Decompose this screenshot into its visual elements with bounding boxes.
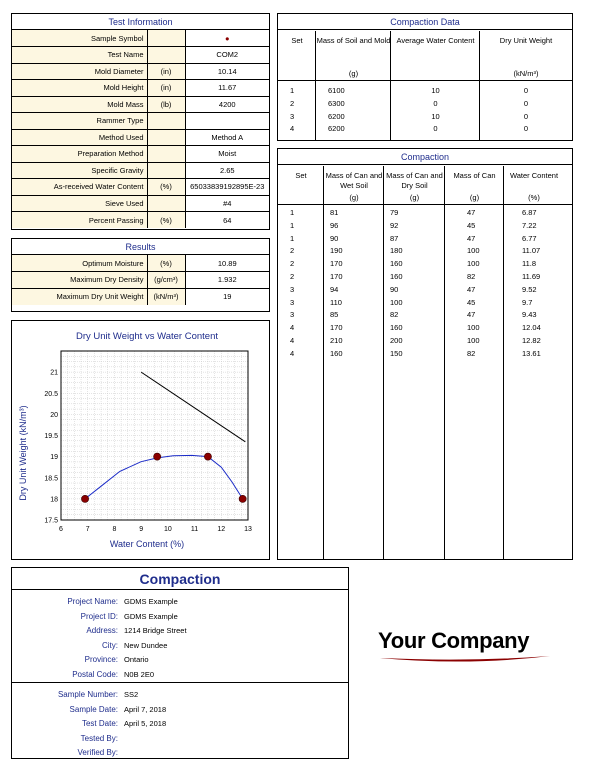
project-label: Address: (86, 626, 118, 636)
compaction-data-title: Compaction Data (278, 14, 572, 30)
compaction-cell: 170 (330, 259, 343, 269)
results-title: Results (12, 239, 269, 255)
compaction-data-cell: 3 (290, 111, 295, 121)
test-info-unit: (in) (147, 80, 185, 97)
test-info-unit (147, 195, 185, 212)
test-info-unit (147, 146, 185, 163)
test-info-label: Sieve Used (12, 195, 147, 212)
compaction-cell: 9.52 (522, 284, 537, 294)
compaction-cell: 82 (467, 271, 476, 281)
compaction-header: Set (295, 171, 307, 180)
test-info-value (185, 113, 269, 130)
chart-grid (61, 351, 248, 520)
compaction-cell: 170 (330, 323, 343, 333)
sample-row (12, 745, 348, 760)
results-value: 19 (185, 288, 269, 305)
compaction-cell: 81 (330, 208, 339, 217)
logo-swoosh (378, 652, 553, 666)
compaction-cell: 100 (467, 335, 480, 345)
compaction-cell: 3 (290, 284, 295, 294)
company-logo-text: Your Company (378, 628, 530, 653)
project-row (12, 594, 348, 609)
compaction-cell: 3 (290, 297, 295, 307)
test-info-unit: (%) (147, 212, 185, 229)
y-tick-label: 20.5 (44, 390, 58, 398)
compaction-data-cell: 6100 (328, 86, 345, 95)
results-row (12, 272, 269, 289)
compaction-cell: 11.69 (522, 271, 541, 281)
compaction-cell: 2 (290, 271, 295, 281)
compaction-data-row (278, 111, 572, 124)
compaction-cell: 87 (390, 233, 399, 243)
test-info-value: Method A (185, 129, 269, 146)
x-tick-label: 6 (59, 526, 63, 533)
test-info-unit (147, 47, 185, 64)
compaction-cell: 1 (290, 208, 295, 217)
compaction-table (278, 166, 572, 559)
compaction-cell: 90 (390, 284, 399, 294)
test-info-row (12, 162, 269, 179)
project-row (12, 609, 348, 624)
compaction-cell: 160 (330, 348, 343, 358)
test-info-unit: (in) (147, 63, 185, 80)
sample-label: Verified By: (77, 748, 118, 758)
results-label: Optimum Moisture (12, 255, 147, 272)
sample-row (12, 687, 348, 702)
compaction-header-unit: (g) (469, 193, 480, 202)
compaction-header-unit: (%) (528, 193, 540, 202)
test-info-unit (147, 113, 185, 130)
project-row (12, 623, 348, 638)
project-label: Postal Code: (72, 670, 118, 679)
y-tick-label: 17.5 (44, 517, 58, 525)
compaction-data-row (278, 85, 572, 98)
compaction-cell: 160 (390, 271, 403, 281)
y-tick-label: 20 (50, 411, 58, 419)
compaction-cell: 190 (330, 246, 343, 256)
project-value: New Dundee (124, 640, 168, 650)
compaction-row (278, 297, 572, 310)
project-row (12, 667, 348, 682)
compaction-data-header: Dry Unit Weight (499, 36, 553, 45)
compaction-cell: 11.8 (522, 259, 537, 269)
compaction-header: Mass of Can and Wet Soil (325, 171, 383, 190)
compaction-row (278, 284, 572, 297)
compaction-cell: 7.22 (522, 220, 537, 230)
compaction-cell: 45 (467, 220, 476, 230)
sample-row (12, 716, 348, 731)
compaction-title: Compaction (278, 149, 572, 165)
project-row (12, 638, 348, 653)
project-label: City: (102, 640, 118, 650)
data-point (239, 495, 246, 502)
results-unit: (kN/m³) (147, 288, 185, 305)
project-row (12, 652, 348, 667)
compaction-data-cell: 0 (523, 111, 529, 121)
compaction-cell: 160 (390, 259, 403, 269)
chart-panel (11, 320, 270, 560)
test-info-row (12, 195, 269, 212)
compaction-data-cell: 0 (523, 86, 529, 95)
compaction-cell: 12.82 (522, 335, 541, 345)
compaction-data-cell: 2 (290, 98, 295, 108)
compaction-data-header-unit: (g) (348, 69, 359, 78)
chart-x-axis-label: Water Content (%) (109, 539, 185, 549)
sample-row (12, 702, 348, 717)
compaction-cell: 90 (330, 233, 339, 243)
x-tick-label: 13 (244, 526, 252, 533)
test-info-unit (147, 162, 185, 179)
compaction-cell: 6.87 (522, 208, 537, 217)
compaction-data-cell: 4 (290, 124, 295, 134)
compaction-row (278, 220, 572, 233)
sample-label: Tested By: (80, 733, 118, 743)
compaction-cell: 210 (330, 335, 343, 345)
test-info-unit: (%) (147, 179, 185, 196)
test-info-unit (147, 129, 185, 146)
project-label: Project ID: (80, 611, 118, 621)
compaction-cell: 11.07 (522, 246, 541, 256)
compaction-data-row (278, 98, 572, 111)
compaction-cell: 2 (290, 259, 295, 269)
compaction-cell: 79 (390, 208, 399, 217)
results-panel (11, 238, 270, 312)
sample-value: April 5, 2018 (124, 719, 167, 729)
project-report-title: Compaction (12, 568, 348, 590)
compaction-cell: 4 (290, 348, 295, 358)
y-tick-label: 18 (50, 496, 58, 504)
compaction-data-row (278, 123, 572, 136)
sample-value: April 7, 2018 (124, 704, 167, 714)
compaction-cell: 12.04 (522, 323, 541, 333)
results-value: 10.89 (185, 255, 269, 272)
test-information-panel (11, 13, 270, 230)
project-value: GDMS Example (124, 611, 178, 621)
x-tick-label: 11 (190, 526, 199, 533)
x-tick-label: 12 (217, 526, 226, 533)
compaction-row (278, 271, 572, 284)
compaction-cell: 94 (330, 284, 339, 294)
compaction-header: Mass of Can (453, 171, 496, 180)
compaction-cell: 4 (290, 323, 295, 333)
results-table (12, 255, 269, 305)
compaction-data-cell: 6300 (328, 98, 345, 108)
test-info-row (12, 146, 269, 163)
y-tick-label: 21 (50, 369, 58, 377)
test-info-label: Mold Mass (12, 96, 147, 113)
compaction-data-header: Set (291, 36, 303, 45)
compaction-cell: 47 (467, 208, 476, 217)
compaction-cell: 82 (467, 348, 476, 358)
test-info-row (12, 113, 269, 130)
compaction-cell: 47 (467, 310, 476, 320)
compaction-data-cell: 6200 (328, 111, 345, 121)
test-info-value: Moist (185, 146, 269, 163)
compaction-cell: 100 (467, 246, 480, 256)
sample-details (12, 684, 348, 759)
compaction-cell: 13.61 (522, 348, 541, 358)
compaction-header: Water Content (509, 171, 559, 180)
compaction-data-cell: 6200 (328, 124, 345, 134)
compaction-row (278, 322, 572, 335)
compaction-cell: 2 (290, 246, 295, 256)
test-info-label: Test Name (12, 47, 147, 64)
test-info-label: Rammer Type (12, 113, 147, 130)
test-info-value: 11.67 (185, 80, 269, 97)
test-info-unit (147, 30, 185, 47)
compaction-data-cell: 0 (433, 98, 438, 108)
test-info-label: Preparation Method (12, 146, 147, 163)
compaction-cell: 47 (467, 284, 476, 294)
test-info-label: As-received Water Content (12, 179, 147, 196)
test-info-label: Specific Gravity (12, 162, 147, 179)
compaction-row (278, 245, 572, 258)
compaction-header-unit: (g) (409, 193, 420, 202)
test-info-row (12, 80, 269, 97)
compaction-data-header: Mass of Soil and Mold (316, 36, 391, 45)
chart-y-axis-label: Dry Unit Weight (kN/m³) (18, 405, 28, 501)
compaction-cell: 96 (330, 220, 339, 230)
compaction-row (278, 309, 572, 322)
results-unit: (%) (147, 255, 185, 272)
compaction-data-header: Average Water Content (396, 36, 475, 45)
test-info-label: Method Used (12, 129, 147, 146)
compaction-data-cell: 0 (523, 98, 529, 108)
y-tick-label: 18.5 (44, 475, 58, 483)
test-info-row (12, 212, 269, 229)
compaction-cell: 47 (467, 233, 476, 243)
sample-value: SS2 (124, 690, 139, 699)
compaction-cell: 4 (290, 335, 295, 345)
test-info-row (12, 129, 269, 146)
test-info-value: 65033839192895E-23 (185, 179, 269, 196)
data-point (204, 453, 211, 460)
compaction-cell: 180 (390, 246, 403, 256)
compaction-cell: 3 (290, 310, 295, 320)
chart-title: Dry Unit Weight vs Water Content (75, 331, 219, 342)
compaction-cell: 170 (330, 271, 343, 281)
company-logo (378, 628, 553, 670)
y-tick-label: 19 (50, 454, 58, 462)
test-information-table (12, 30, 269, 228)
compaction-header: Mass of Can and Dry Soil (386, 171, 443, 190)
x-tick-label: 10 (163, 526, 172, 533)
test-info-value: 10.14 (185, 63, 269, 80)
compaction-cell: 45 (467, 297, 476, 307)
compaction-data-cell: 10 (431, 111, 440, 121)
test-info-label: Mold Height (12, 80, 147, 97)
compaction-cell: 160 (390, 323, 403, 333)
compaction-cell: 82 (390, 310, 399, 320)
test-information-title: Test Information (12, 14, 269, 30)
compaction-cell: 110 (330, 297, 342, 307)
compaction-row (278, 348, 572, 361)
project-info-panel (11, 567, 349, 759)
results-label: Maximum Dry Unit Weight (12, 288, 147, 305)
project-label: Province: (84, 655, 118, 665)
results-value: 1.932 (185, 272, 269, 289)
test-info-label: Sample Symbol (12, 30, 147, 47)
compaction-cell: 85 (330, 310, 339, 320)
compaction-data-cell: 10 (431, 86, 440, 95)
compaction-panel (277, 148, 573, 560)
project-value: 1214 Bridge Street (124, 626, 187, 636)
compaction-row (278, 207, 572, 220)
compaction-data-cell: 0 (433, 124, 438, 134)
project-label: Project Name: (67, 597, 118, 606)
project-value: N0B 2E0 (124, 670, 155, 679)
test-info-label: Percent Passing (12, 212, 147, 229)
test-info-row (12, 30, 269, 47)
test-info-value: #4 (185, 195, 269, 212)
project-details (12, 591, 348, 683)
results-row (12, 255, 269, 272)
results-row (12, 288, 269, 305)
test-info-row (12, 47, 269, 64)
compaction-cell: 200 (390, 335, 403, 345)
compaction-cell: 150 (390, 348, 403, 358)
compaction-data-cell: 0 (523, 124, 529, 134)
compaction-data-panel (277, 13, 573, 141)
y-tick-label: 19.5 (44, 433, 58, 440)
test-info-row (12, 96, 269, 113)
test-info-value: ● (185, 30, 269, 47)
compaction-cell: 9.7 (522, 297, 533, 307)
x-tick-label: 7 (85, 526, 90, 533)
results-unit: (g/cm³) (147, 272, 185, 289)
test-info-label: Mold Diameter (12, 63, 147, 80)
sample-label: Sample Date: (69, 704, 118, 714)
compaction-row (278, 233, 572, 246)
compaction-row (278, 335, 572, 348)
compaction-header-unit: (g) (349, 193, 359, 202)
compaction-cell: 100 (467, 259, 480, 269)
dry-unit-weight-chart (12, 321, 269, 559)
test-info-unit: (lb) (147, 96, 185, 113)
test-info-value: COM2 (185, 47, 269, 64)
test-info-value: 64 (185, 212, 269, 229)
test-info-value: 4200 (185, 96, 269, 113)
compaction-data-cell: 1 (290, 86, 295, 95)
results-label: Maximum Dry Density (12, 272, 147, 289)
compaction-cell: 1 (290, 233, 295, 243)
sample-label: Sample Number: (57, 690, 118, 699)
compaction-cell: 9.43 (522, 310, 537, 320)
compaction-cell: 100 (390, 297, 403, 307)
compaction-row (278, 258, 572, 271)
test-info-row (12, 63, 269, 80)
compaction-data-table (278, 31, 572, 140)
data-point (154, 453, 161, 460)
compaction-data-header-unit: (kN/m³) (513, 69, 539, 78)
x-tick-label: 8 (112, 526, 117, 533)
sample-label: Test Date: (81, 719, 118, 729)
x-tick-label: 9 (139, 526, 144, 533)
test-info-value: 2.65 (185, 162, 269, 179)
compaction-cell: 1 (290, 220, 295, 230)
compaction-cell: 92 (390, 220, 399, 230)
project-value: Ontario (124, 655, 149, 665)
test-info-row (12, 179, 269, 196)
data-point (81, 495, 88, 502)
sample-row (12, 731, 348, 746)
compaction-cell: 6.77 (522, 233, 537, 243)
project-value: GDMS Example (124, 597, 178, 606)
compaction-cell: 100 (467, 323, 480, 333)
